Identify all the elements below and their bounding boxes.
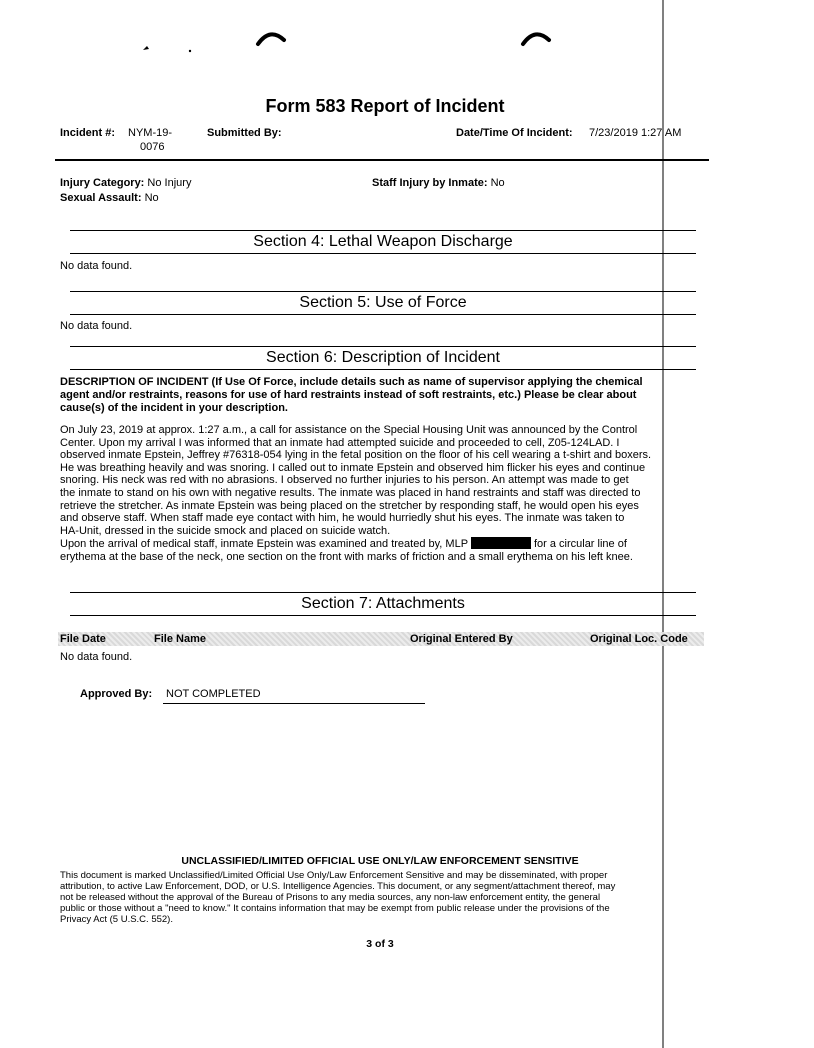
col-original-loc-code: Original Loc. Code (590, 633, 688, 645)
sexual-assault-label: Sexual Assault: (60, 192, 142, 204)
col-file-name: File Name (154, 633, 206, 645)
section4-title: Section 4: Lethal Weapon Discharge (253, 233, 513, 250)
injury-category (60, 177, 191, 189)
footer-heading: UNCLASSIFIED/LIMITED OFFICIAL USE ONLY/LAW ENFORCEMENT SENSITIVE (181, 855, 579, 867)
speck-dot (189, 50, 191, 52)
section6-rule-bottom (70, 369, 696, 370)
description-line: observed inmate Epstein, Jeffrey #76318-054 lying in the fetal position on the floor of his cell wearing a t-shirt and boxers. (60, 449, 652, 462)
description-line: snoring. His neck was red with no abrasions. I observed no further injuries to his person. An attempt was made to get (60, 474, 629, 487)
section7-rule-bottom (70, 615, 696, 616)
footer-line: public or those without a "need to know." It contains information that may be exempt from public release under the provisions of the (60, 903, 610, 914)
page-title: Form 583 Report of Incident (265, 96, 505, 116)
injury-category-value: No Injury (147, 177, 192, 189)
injury-category-label: Injury Category: (60, 177, 145, 189)
section6-prompt (60, 376, 700, 415)
section4-rule-bottom (70, 253, 696, 254)
incident-value-2: 0076 (140, 141, 165, 153)
footer-line: Privacy Act (5 U.S.C. 552). (60, 914, 173, 925)
description-text: Upon the arrival of medical staff, inmate Epstein was examined and treated by, MLP (60, 538, 468, 551)
punch-mark-right (523, 34, 549, 44)
header-rule (55, 159, 709, 161)
approved-by-label: Approved By: (80, 688, 153, 700)
staff-injury-value: No (490, 177, 505, 189)
description-line-redacted (60, 537, 700, 551)
redaction-box (471, 537, 531, 549)
sexual-assault (60, 192, 159, 204)
prompt-line: cause(s) of the incident in your description. (60, 402, 288, 414)
description-line: and observe staff. When staff made eye contact with him, he would hurriedly shut his eyes. The inmate was taken to (60, 512, 625, 525)
description-text: for a circular line of (533, 538, 627, 551)
staff-injury-label: Staff Injury by Inmate: (372, 177, 488, 189)
page-number: 3 of 3 (366, 938, 394, 950)
section5-body: No data found. (60, 320, 133, 332)
prompt-line: agent and/or restraints, reasons for use of hard restraints instead of soft restraints, etc.) Please be clear about (60, 389, 637, 401)
section7-title: Section 7: Attachments (301, 595, 465, 612)
footer-notice (60, 870, 700, 925)
description-line: retrieve the stretcher. As inmate Epstein was being placed on the stretcher by responding staff, he would open his eyes (60, 499, 639, 512)
section7-rule-top (70, 592, 696, 593)
approved-by-rule (163, 703, 425, 704)
footer-line: This document is marked Unclassified/Limited Official Use Only/Law Enforcement Sensitive and may be disseminated, with proper (60, 870, 608, 881)
punch-mark-left (258, 34, 284, 44)
incident-value-1: NYM-19- (128, 127, 173, 139)
section5-title: Section 5: Use of Force (299, 294, 467, 311)
staff-injury (372, 177, 505, 189)
footer-line: attribution, to active Law Enforcement, DOD, or U.S. Intelligence Agencies. This document, or any segment/attachment thereof, may (60, 881, 616, 892)
section5-rule-bottom (70, 314, 696, 315)
section5-rule-top (70, 291, 696, 292)
section7-body: No data found. (60, 651, 133, 663)
description-line: the inmate to stand on his own with negative results. The inmate was placed in hand restraints and staff was directed to (60, 486, 641, 499)
description-line: He was breathing heavily and was snoring. I called out to inmate Epstein and observed him flicker his eyes and continue (60, 461, 646, 474)
datetime-value: 7/23/2019 1:27 AM (589, 127, 682, 139)
col-original-entered-by: Original Entered By (410, 633, 513, 645)
submitted-by-label: Submitted By: (207, 127, 282, 139)
description-line: Center. Upon my arrival I was informed that an inmate had attempted suicide and proceeded to cell, Z05-124LAD. I (60, 436, 620, 449)
section6-title: Section 6: Description of Incident (266, 349, 500, 366)
footer-line: not be released without the approval of the Bureau of Prisons to any media sources, any non-law enforcement entity, the general (60, 892, 601, 903)
prompt-line: DESCRIPTION OF INCIDENT (If Use Of Force, include details such as name of supervisor applying the chemical (60, 376, 643, 388)
section6-rule-top (70, 346, 696, 347)
speck-mark (143, 46, 149, 50)
col-file-date: File Date (60, 633, 106, 645)
incident-label: Incident #: (60, 127, 116, 139)
description-line: On July 23, 2019 at approx. 1:27 a.m., a call for assistance on the Special Housing Unit was announced by the Control (60, 424, 638, 436)
section4-body: No data found. (60, 260, 133, 272)
description-line: HA-Unit, dressed in the suicide smock and placed on suicide watch. (60, 524, 391, 537)
sexual-assault-value: No (144, 192, 159, 204)
section4-rule-top (70, 230, 696, 231)
section6-description (60, 424, 700, 564)
attachments-header (58, 632, 704, 646)
approved-by-value: NOT COMPLETED (166, 688, 261, 700)
description-line: erythema at the base of the neck, one section on the front with marks of friction and a small erythema on his left knee. (60, 550, 633, 563)
datetime-label: Date/Time Of Incident: (456, 127, 573, 139)
